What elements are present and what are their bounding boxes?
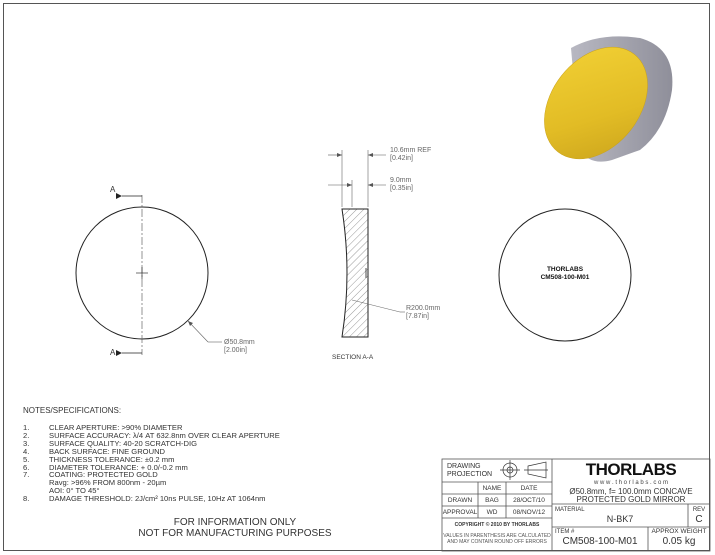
col-date: DATE	[520, 485, 538, 492]
row-drawn-label: DRAWN	[447, 497, 473, 504]
weight-value: 0.05 kg	[662, 536, 696, 547]
row-approval-label: APPROVAL	[442, 509, 478, 516]
radius-dimension-in: [7.87in]	[406, 313, 429, 320]
disclaimer1: VALUES IN PARENTHESIS ARE CALCULATED	[443, 533, 551, 539]
item-value: CM508-100-M01	[562, 536, 638, 547]
website: w w w . t h o r l a b s . c o m	[593, 480, 669, 486]
note-item: 3. SURFACE QUALITY: 40-20 SCRATCH-DIG	[23, 438, 197, 448]
projection-symbol	[500, 460, 548, 480]
thorlabs-logo: THORLABS	[585, 460, 677, 479]
projection-label1: DRAWING	[447, 463, 481, 470]
diameter-dimension-in: [2.00in]	[224, 347, 247, 354]
note-item: 8. DAMAGE THRESHOLD: 2J/cm² 10ns PULSE, 10Hz AT 1064nm	[23, 494, 266, 504]
copyright: COPYRIGHT © 2010 BY THORLABS	[454, 522, 540, 528]
note-item: 1. CLEAR APERTURE: >90% DIAMETER	[23, 423, 183, 432]
diameter-dimension: Ø50.8mm	[224, 339, 255, 346]
row-drawn-date: 28/OCT/10	[513, 497, 545, 504]
row-drawn-name: BAG	[485, 497, 499, 504]
note-subitem: AOI: 0° TO 45°	[49, 486, 100, 496]
notes-list	[23, 424, 280, 503]
rev-label: REV	[692, 507, 706, 513]
note-item: 5. THICKNESS TOLERANCE: ±0.2 mm	[23, 454, 175, 464]
note-item: 6. DIAMETER TOLERANCE: + 0.0/-0.2 mm	[23, 462, 188, 472]
note-item: 2. SURFACE ACCURACY: λ/4 AT 632.8nm OVER CLEAR APERTURE	[23, 430, 280, 440]
description2: PROTECTED GOLD MIRROR	[576, 495, 686, 504]
weight-label: APPROX WEIGHT	[651, 528, 707, 535]
row-approval-date: 08/NOV/12	[512, 509, 546, 516]
section-label: SECTION A-A	[332, 354, 374, 361]
note-item: 4. BACK SURFACE: FINE GROUND	[23, 446, 166, 456]
edge-thickness-dimension: 9.0mm	[390, 177, 412, 184]
info-line1: FOR INFORMATION ONLY	[173, 517, 297, 528]
section-marker-top: A	[110, 185, 116, 194]
section-marker-bottom: A	[110, 348, 116, 357]
note-subitem: Ravg: >96% FROM 800nm - 20µm	[49, 478, 167, 488]
row-approval-name: WD	[486, 509, 498, 516]
edge-thickness-dimension-in: [0.35in]	[390, 185, 413, 192]
notes-title: NOTES/SPECIFICATIONS:	[23, 406, 122, 415]
front-view	[76, 193, 222, 356]
mirror-render	[523, 27, 672, 179]
description1: Ø50.8mm, f= 100.0mm CONCAVE	[569, 487, 693, 496]
thickness-ref-dimension-in: [0.42in]	[390, 155, 413, 162]
material-value: N-BK7	[606, 514, 634, 524]
col-name: NAME	[482, 485, 502, 492]
material-label: MATERIAL	[555, 507, 585, 513]
projection-label2: PROJECTION	[447, 471, 493, 478]
note-item: 7. COATING: PROTECTED GOLD	[23, 470, 158, 480]
thickness-ref-dimension: 10.6mm REF	[390, 147, 432, 154]
info-line2: NOT FOR MANUFACTURING PURPOSES	[138, 528, 332, 539]
disclaimer2: AND MAY CONTAIN ROUND OFF ERRORS	[447, 539, 547, 545]
engraving-line2: CM508-100-M01	[540, 274, 590, 281]
radius-dimension: R200.0mm	[406, 305, 441, 312]
rev-value: C	[695, 514, 703, 525]
info-disclaimer	[110, 517, 360, 539]
engraving-line1: THORLABS	[546, 266, 584, 273]
item-label: ITEM #	[555, 529, 575, 535]
